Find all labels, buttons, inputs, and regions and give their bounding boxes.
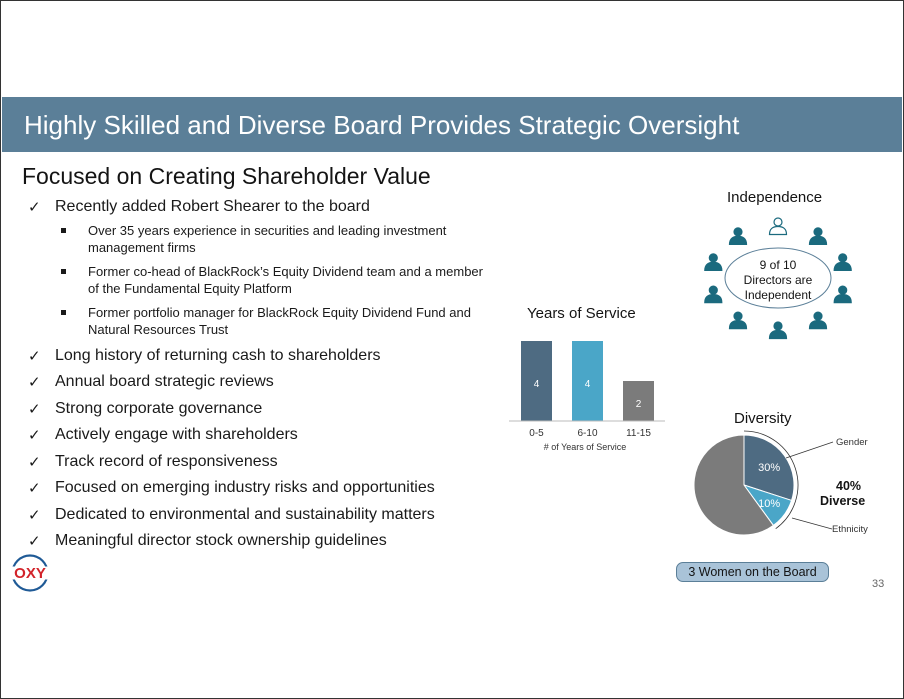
diverse-label: Diverse (820, 494, 866, 508)
square-bullet-icon (61, 310, 66, 315)
person-icon (810, 228, 827, 245)
diversity-title: Diversity (734, 410, 792, 427)
independence-line-1: 9 of 10 (759, 258, 797, 272)
pie-slice-label: 10% (758, 498, 781, 511)
checklist-item (28, 347, 498, 365)
independence-title: Independence (727, 189, 823, 206)
checklist-item-text: Recently added Robert Shearer to the board (55, 198, 370, 215)
checklist-item (28, 198, 498, 338)
checklist-item (28, 532, 498, 550)
diversity-chart (690, 428, 880, 548)
person-icon (810, 312, 827, 329)
check-icon: ✓ (28, 532, 41, 550)
checklist-item (28, 373, 498, 391)
sub-list-item-text: Former portfolio manager for BlackRock Equity Dividend Fund and Natural Resources Trust (88, 305, 471, 337)
person-icon (770, 322, 787, 339)
women-on-board-badge: 3 Women on the Board (676, 562, 829, 582)
checklist-item (28, 426, 498, 444)
title-bar (2, 97, 902, 152)
check-icon: ✓ (28, 426, 41, 444)
oxy-logo (8, 554, 52, 592)
independence-line-2: Directors are (743, 273, 813, 287)
ethnicity-leader-line (792, 518, 832, 529)
x-tick-label: 6-10 (577, 428, 598, 439)
section-heading: Focused on Creating Shareholder Value (22, 163, 431, 189)
checklist-item (28, 400, 498, 418)
bar-value-label: 2 (635, 399, 642, 410)
page-number: 33 (872, 578, 885, 590)
checklist-item-text: Strong corporate governance (55, 399, 263, 417)
check-icon: ✓ (28, 452, 41, 471)
check-icon: ✓ (28, 198, 41, 216)
checklist-item-text: Track record of responsiveness (55, 452, 278, 470)
person-icon (770, 218, 787, 235)
sub-list-item (55, 305, 485, 338)
years-of-service-chart (495, 325, 675, 460)
person-icon (834, 286, 851, 303)
sub-list-item (55, 264, 485, 297)
diverse-percent: 40% (836, 479, 862, 493)
person-icon (705, 286, 722, 303)
square-bullet-icon (61, 269, 66, 274)
sub-list (55, 223, 498, 338)
person-icon (730, 228, 747, 245)
person-icon (834, 254, 851, 271)
square-bullet-icon (61, 228, 66, 233)
sub-list-item (55, 223, 485, 256)
check-icon: ✓ (28, 373, 41, 391)
logo-text: OXY (14, 565, 46, 582)
checklist-item-text: Meaningful director stock ownership guidelines (55, 532, 387, 549)
checklist-item-text: Annual board strategic reviews (55, 373, 274, 390)
checklist-item-text: Focused on emerging industry risks and opportunities (55, 479, 435, 496)
checklist-item (28, 479, 498, 497)
check-icon: ✓ (28, 505, 41, 524)
checklist-item (28, 506, 498, 524)
checklist-item (28, 453, 498, 471)
slide-title: Highly Skilled and Diverse Board Provides Strategic Oversight (24, 110, 740, 140)
check-icon: ✓ (28, 479, 41, 497)
check-icon: ✓ (28, 399, 41, 418)
sub-list-item-text: Former co-head of BlackRock’s Equity Dividend team and a member of the Fundamental Equity Platform (88, 264, 483, 296)
checklist-item-text: Dedicated to environmental and sustainability matters (55, 505, 435, 523)
checklist-item-text: Long history of returning cash to shareholders (55, 346, 381, 364)
checklist-item-text: Actively engage with shareholders (55, 426, 298, 443)
bar-value-label: 4 (533, 379, 540, 390)
gender-leader-line (786, 442, 833, 458)
checklist (28, 198, 498, 559)
ethnicity-label: Ethnicity (832, 524, 868, 535)
x-tick-label: 11-15 (626, 428, 651, 439)
pie-slice-label: 30% (758, 461, 781, 474)
x-tick-label: 0-5 (529, 428, 544, 439)
bar-value-label: 4 (584, 379, 591, 390)
independence-text (724, 253, 832, 313)
sub-list-item-text: Over 35 years experience in securities and leading investment management firms (88, 223, 447, 255)
gender-label: Gender (836, 437, 868, 448)
years-of-service-title: Years of Service (527, 305, 636, 322)
check-icon: ✓ (28, 346, 41, 365)
independence-line-3: Independent (744, 288, 812, 302)
x-axis-label: # of Years of Service (543, 442, 627, 452)
person-icon (730, 312, 747, 329)
person-icon (705, 254, 722, 271)
